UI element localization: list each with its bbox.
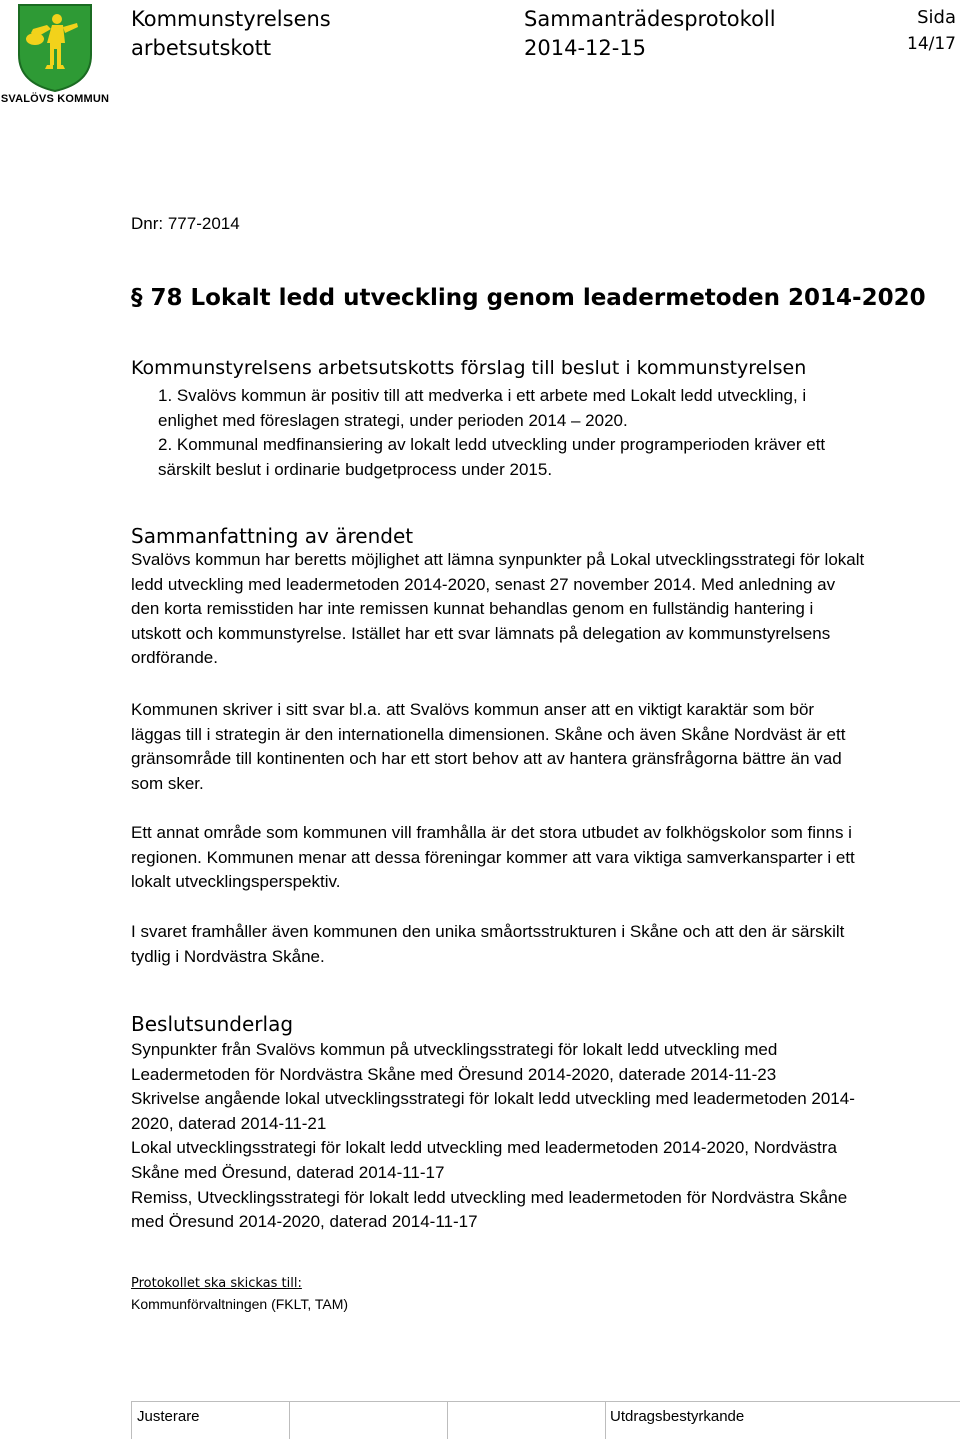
summary-p4-line-1: I svaret framhåller även kommunen den unika småortsstrukturen i Skåne och att den är särskilt (131, 922, 845, 941)
basis-line-3: Skrivelse angående lokal utvecklingsstrategi för lokalt ledd utveckling med leadermetoden 2014- (131, 1089, 855, 1109)
document-type-date (524, 5, 776, 63)
proposal-item-1-line-1: 1. Svalövs kommun är positiv till att medverka i ett arbete med Lokalt ledd utveckling, i (158, 386, 807, 405)
org-name (131, 5, 331, 63)
case-number: Dnr: 777-2014 (131, 214, 240, 233)
basis-line-7: Remiss, Utvecklingsstrategi för lokalt ledd utveckling med leadermetoden för Nordvästra Skåne (131, 1187, 848, 1207)
footer-divider (605, 1401, 606, 1439)
page-number: 14/17 (907, 34, 956, 54)
proposal-item-2-line-2: särskilt beslut i ordinarie budgetprocess under 2015. (158, 459, 553, 479)
meeting-date: 2014-12-15 (524, 36, 647, 60)
summary-p3-line-3: lokalt utvecklingsperspektiv. (131, 872, 341, 892)
summary-p1-line-4: utskott och kommunstyrelse. Istället har ett svar lämnats på delegation av kommunstyrelsens (131, 623, 831, 643)
summary-p1-line-3: den korta remisstiden har inte remissen kunnat behandlas genom en fullständig hantering i (131, 599, 814, 619)
summary-p1-line-1: Svalövs kommun har beretts möjlighet att lämna synpunkter på Lokal utvecklingsstrategi för lokalt (131, 550, 865, 569)
page-indicator (900, 5, 956, 57)
summary-paragraph-2 (131, 698, 960, 796)
proposal-heading: Kommunstyrelsens arbetsutskotts förslag till beslut i kommunstyrelsen (131, 357, 807, 379)
summary-p2-line-3: gränsområde till kontinenten och har ett stort behov att av hantera gränsfrågorna bättre än vad (131, 749, 842, 769)
proposal-item-2 (158, 433, 938, 482)
basis-heading: Beslutsunderlag (131, 1012, 294, 1036)
basis-line-5: Lokal utvecklingsstrategi för lokalt ledd utveckling med leadermetoden 2014-2020, Nordvästra (131, 1138, 837, 1158)
summary-paragraph-3 (131, 821, 960, 895)
footer-divider (131, 1401, 132, 1439)
summary-paragraph-1 (131, 548, 960, 671)
org-name-line2: arbetsutskott (131, 36, 272, 60)
basis-line-6: Skåne med Öresund, daterad 2014-11-17 (131, 1162, 445, 1182)
proposal-item-1 (158, 384, 938, 433)
summary-p2-line-1: Kommunen skriver i sitt svar bl.a. att Svalövs kommun anser att en viktigt karaktär som bör (131, 700, 815, 719)
municipality-name-logo: SVALÖVS KOMMUN (0, 93, 110, 105)
basis-list (131, 1038, 960, 1235)
summary-p1-line-5: ordförande. (131, 648, 218, 668)
proposal-item-2-line-1: 2. Kommunal medfinansiering av lokalt ledd utveckling under programperioden kräver ett (158, 435, 826, 454)
summary-heading: Sammanfattning av ärendet (131, 524, 414, 548)
summary-p2-line-2: läggas till i strategin är den internationella dimensionen. Skåne och även Skåne Nordväst är ett (131, 724, 846, 744)
basis-line-2: Leadermetoden för Nordvästra Skåne med Öresund 2014-2020, daterade 2014-11-23 (131, 1064, 777, 1084)
footer-table-border (131, 1401, 960, 1402)
distribution-heading: Protokollet ska skickas till: (131, 1276, 302, 1291)
summary-p4-line-2: tydlig i Nordvästra Skåne. (131, 946, 325, 966)
basis-line-8: med Öresund 2014-2020, daterad 2014-11-17 (131, 1212, 478, 1232)
distribution-recipients: Kommunförvaltningen (FKLT, TAM) (131, 1296, 349, 1312)
footer-justerare-label: Justerare (137, 1408, 200, 1425)
page-label: Sida (917, 7, 956, 28)
footer-divider (447, 1401, 448, 1439)
basis-line-1: Synpunkter från Svalövs kommun på utvecklingsstrategi för lokalt ledd utveckling med (131, 1040, 778, 1059)
municipality-coat-of-arms (17, 3, 93, 93)
proposal-item-1-line-2: enlighet med föreslagen strategi, under perioden 2014 – 2020. (158, 410, 628, 430)
section-title: § 78 Lokalt ledd utveckling genom leadermetoden 2014-2020 (131, 285, 926, 311)
org-name-line1: Kommunstyrelsens (131, 7, 331, 31)
summary-p3-line-2: regionen. Kommunen menar att dessa föreningar kommer att vara viktiga samverkansparter i ett (131, 847, 855, 867)
document-type: Sammanträdesprotokoll (524, 7, 776, 31)
summary-p3-line-1: Ett annat område som kommunen vill framhålla är det stora utbudet av folkhögskolor som finns i (131, 823, 852, 842)
basis-line-4: 2020, daterad 2014-11-21 (131, 1113, 327, 1133)
footer-utdrag-label: Utdragsbestyrkande (610, 1408, 745, 1425)
summary-p1-line-2: ledd utveckling med leadermetoden 2014-2020, senast 27 november 2014. Med anledning av (131, 574, 836, 594)
summary-paragraph-4 (131, 920, 960, 969)
footer-divider (289, 1401, 290, 1439)
summary-p2-line-4: som sker. (131, 773, 204, 793)
